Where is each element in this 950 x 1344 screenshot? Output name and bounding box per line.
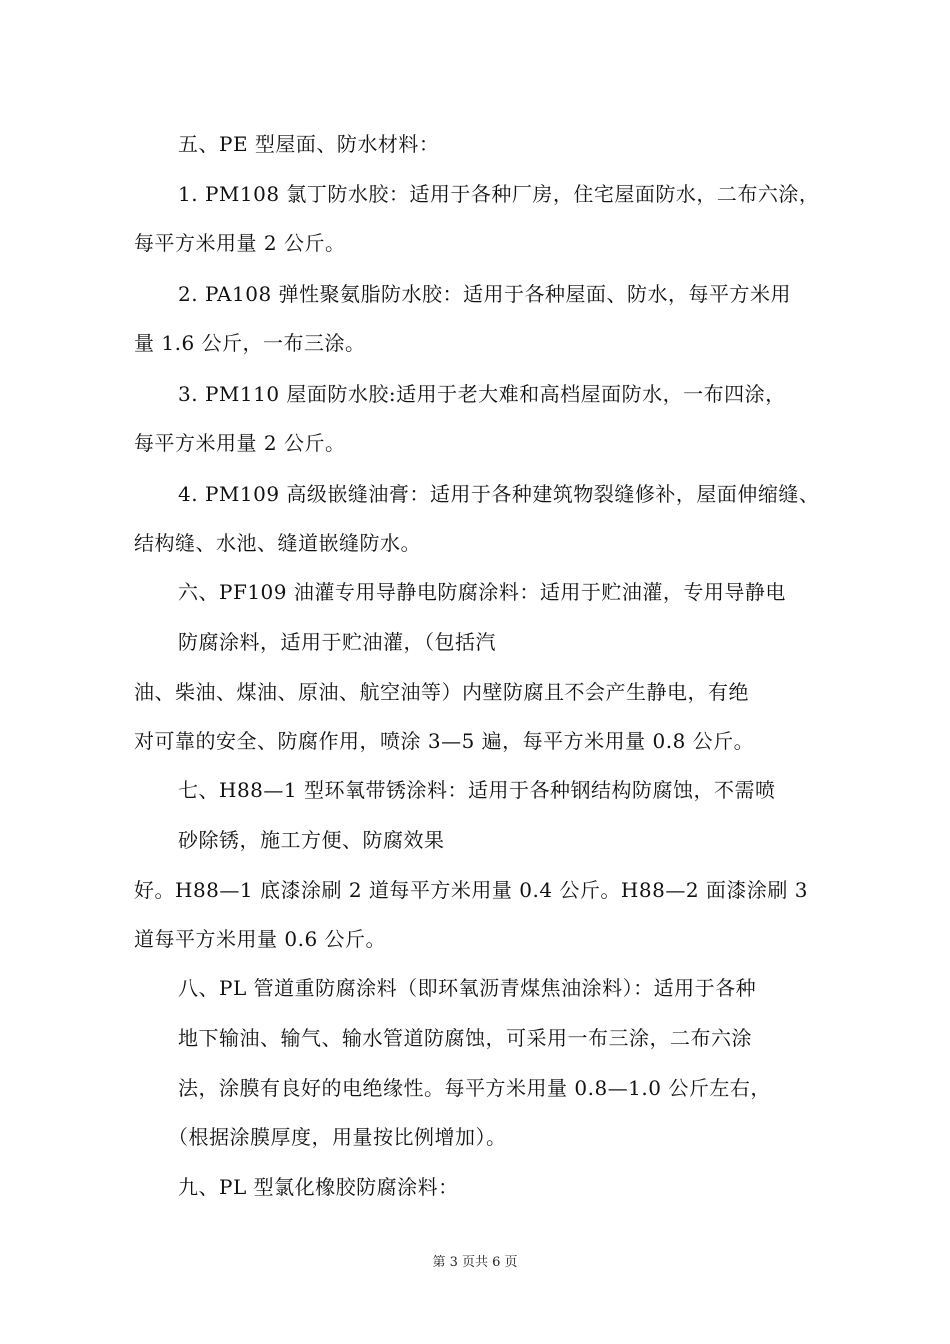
paragraph-line: 道每平方米用量 0.6 公斤。 <box>134 927 387 951</box>
paragraph-line: 地下输油、输气、输水管道防腐蚀，可采用一布三涂，二布六涂 <box>178 1026 752 1050</box>
paragraph-line: 3. PM110 屋面防水胶:适用于老大难和高档屋面防水，一布四涂， <box>178 382 786 406</box>
paragraph-line: 好。H88—1 底漆涂刷 2 道每平方米用量 0.4 公斤。H88—2 面漆涂刷 3 <box>134 878 808 902</box>
section-heading-6: 六、PF109 油灌专用导静电防腐涂料：适用于贮油灌，专用导静电 <box>178 580 786 604</box>
page-number-footer: 第 3 页共 6 页 <box>432 1255 518 1270</box>
paragraph-line: 油、柴油、煤油、原油、航空油等）内壁防腐且不会产生静电，有绝 <box>134 680 749 704</box>
section-heading-9: 九、PL 型氯化橡胶防腐涂料： <box>178 1175 459 1199</box>
paragraph-line: 结构缝、水池、缝道嵌缝防水。 <box>134 531 421 555</box>
paragraph-line: 2. PA108 弹性聚氨脂防水胶：适用于各种屋面、防水，每平方米用 <box>178 282 792 306</box>
paragraph-line: 防腐涂料，适用于贮油灌，（包括汽 <box>178 630 496 654</box>
section-heading-5: 五、PE 型屋面、防水材料： <box>178 132 440 156</box>
paragraph-line: 1. PM108 氯丁防水胶：适用于各种厂房，住宅屋面防水，二布六涂， <box>178 182 820 206</box>
paragraph-line: 量 1.6 公斤，一布三涂。 <box>134 331 366 355</box>
paragraph-line: 4. PM109 高级嵌缝油膏：适用于各种建筑物裂缝修补，屋面伸缩缝、 <box>178 482 820 506</box>
paragraph-line: 砂除锈，施工方便、防腐效果 <box>178 828 445 852</box>
paragraph-line: 每平方米用量 2 公斤。 <box>134 431 346 455</box>
section-heading-8: 八、PL 管道重防腐涂料（即环氧沥青煤焦油涂料）：适用于各种 <box>178 976 757 1000</box>
section-heading-7: 七、H88—1 型环氧带锈涂料：适用于各种钢结构防腐蚀，不需喷 <box>178 778 776 802</box>
paragraph-line: 每平方米用量 2 公斤。 <box>134 231 346 255</box>
paragraph-line: （根据涂膜厚度，用量按比例增加）。 <box>168 1125 507 1149</box>
paragraph-line: 对可靠的安全、防腐作用，喷涂 3—5 遍，每平方米用量 0.8 公斤。 <box>134 729 755 753</box>
paragraph-line: 法，涂膜有良好的电绝缘性。每平方米用量 0.8—1.0 公斤左右， <box>178 1076 771 1100</box>
